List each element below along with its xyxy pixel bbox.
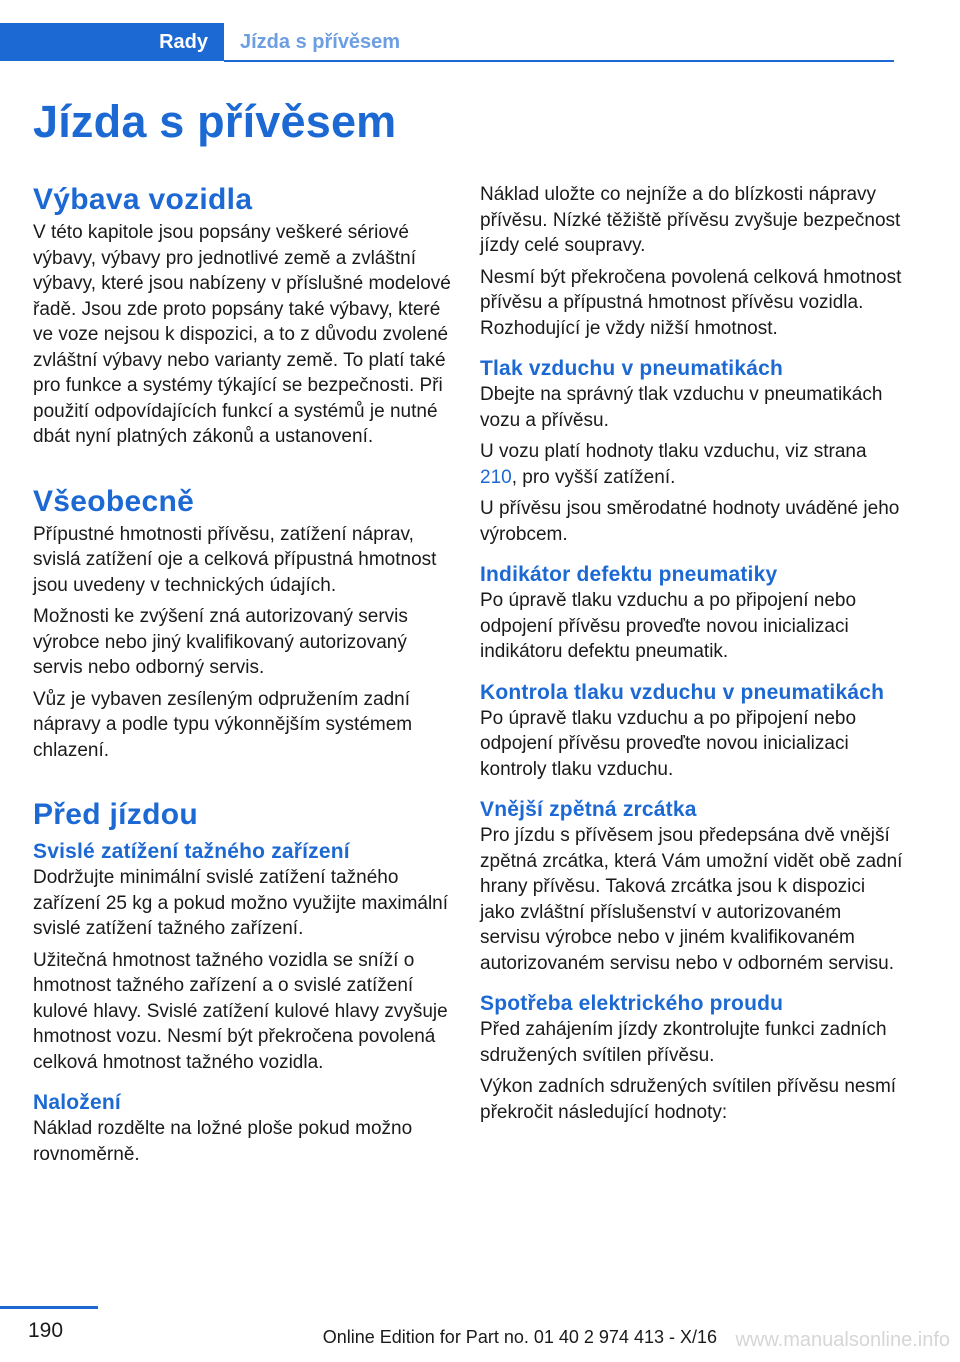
heading-vseobecne: Všeobecně	[33, 484, 195, 518]
paragraph: Po úpravě tlaku vzduchu a po připojení nebo odpojení přívěsu proveďte novou inicializaci kontroly tlaku vzduchu.	[480, 707, 857, 780]
subheading-indikator-defektu: Indikátor defektu pneumatiky	[480, 563, 778, 586]
page-link[interactable]: 210	[480, 466, 512, 488]
left-column	[33, 182, 453, 1167]
paragraph: Nesmí být překročena povolená celková hmotnost přívěsu a přípustná hmotnost přívěsu vozidla. Rozhodující je vždy nižší hmotnost.	[480, 266, 902, 339]
paragraph: Dodržujte minimální svislé zatížení tažného zařízení 25 kg a pokud možno využijte maximální svislé zatížení tažného zařízení.	[33, 867, 449, 939]
right-column	[480, 182, 905, 1125]
paragraph: Přípustné hmotnosti přívěsu, zatížení náprav, svislá zatížení oje a celková přípustná hmotnost jsou uvedeny v technických údajích.	[33, 523, 437, 596]
paragraph: Užitečná hmotnost tažného vozidla se sníží o hmotnost tažného zařízení a o svislé zatížení kulové hlavy. Svislé zatížení kulové hlavy zvyšuje hmotnost vozu. Nesmí být překročena povolená celková hmotnost tažného vozidla.	[33, 949, 448, 1073]
paragraph: U přívěsu jsou směrodatné hodnoty uváděné jeho výrobcem.	[480, 498, 900, 545]
paragraph: Dbejte na správný tlak vzduchu v pneumatikách vozu a přívěsu.	[480, 384, 883, 431]
page-title: Jízda s přívěsem	[33, 96, 397, 147]
paragraph: Vůz je vybaven zesíleným odpružením zadní nápravy a podle typu výkonnějším systémem chlazení.	[33, 688, 413, 761]
paragraph-page-reference	[480, 439, 905, 490]
subheading-tlak-vzduchu: Tlak vzduchu v pneumatikách	[480, 357, 783, 380]
paragraph: Výkon zadních sdružených svítilen přívěsu nesmí překročit následující hodnoty:	[480, 1076, 897, 1123]
paragraph: Po úpravě tlaku vzduchu a po připojení nebo odpojení přívěsu proveďte novou inicializaci indikátoru defektu pneumatik.	[480, 590, 857, 662]
breadcrumb: Jízda s přívěsem	[240, 31, 401, 53]
watermark: www.manualsonline.info	[735, 1329, 950, 1351]
header-rule	[224, 60, 894, 62]
subheading-svisle-zatizeni: Svislé zatížení tažného zařízení	[33, 840, 350, 863]
paragraph: Možnosti ke zvýšení zná autorizovaný servis výrobce nebo jiný kvalifikovaný autorizovaný servis nebo odborný servis.	[33, 606, 408, 678]
paragraph: Náklad uložte co nejníže a do blízkosti nápravy přívěsu. Nízké těžiště přívěsu zvyšuje bezpečnost jízdy celé soupravy.	[480, 184, 901, 256]
paragraph: Před zahájením jízdy zkontrolujte funkci zadních sdružených svítilen přívěsu.	[480, 1019, 887, 1066]
paragraph: Náklad rozdělte na ložné ploše pokud možno rovnoměrně.	[33, 1118, 413, 1165]
heading-pred-jizdou: Před jízdou	[33, 798, 198, 831]
edition-note: Online Edition for Part no. 01 40 2 974 413 - X/16	[322, 1327, 717, 1347]
heading-vybava: Výbava vozidla	[33, 183, 253, 216]
header-section-label: Rady	[159, 31, 208, 53]
subheading-nalozeni: Naložení	[33, 1091, 121, 1114]
text: , pro vyšší zatížení.	[511, 466, 676, 488]
paragraph: Pro jízdu s přívěsem jsou předepsána dvě vnější zpětná zrcátka, která Vám umožní vidět obě zadní hrany přívěsu. Taková zrcátka jsou k dispozici jako zvláštní příslušenství v autorizovaném servisu výrobce nebo v jiném kvalifikovaném autorizovaném servisu nebo v odborném servisu.	[480, 825, 903, 974]
subheading-kontrola-tlaku: Kontrola tlaku vzduchu v pneumatikách	[480, 680, 885, 704]
text: U vozu platí hodnoty tlaku vzduchu, viz strana	[480, 441, 867, 462]
footer-rule	[0, 1306, 98, 1309]
subheading-spotreba-proudu: Spotřeba elektrického proudu	[480, 992, 784, 1015]
subheading-vnejsi-zrcatka: Vnější zpětná zrcátka	[480, 798, 697, 821]
page-number: 190	[28, 1319, 64, 1342]
paragraph: V této kapitole jsou popsány veškeré sériové výbavy, výbavy pro jednotlivé země a zvláštní výbavy, které jsou nabízeny v příslušné modelové řadě. Jsou zde proto popsány také výbavy, které ve voze nejsou k dispozici, a to z důvodu zvolené zvláštní výbavy nebo varianty země. To platí také pro funkce a systémy týkající se bezpečnosti. Při použití odpovídajících funkcí a systémů je nutné dbát nyní platných zákonů a ustanovení.	[33, 222, 451, 447]
